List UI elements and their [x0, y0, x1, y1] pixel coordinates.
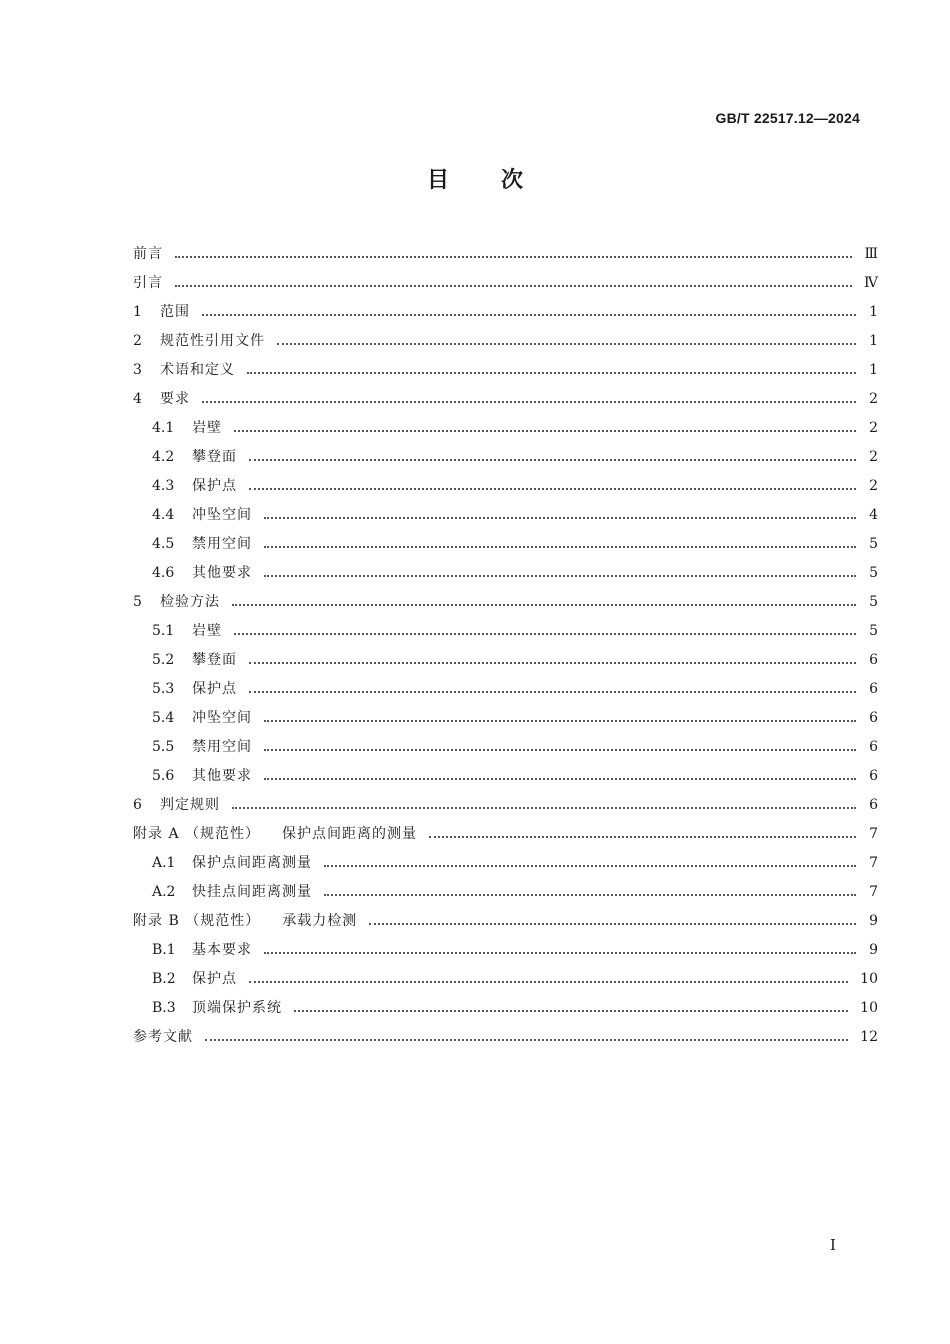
- toc-entry-page: 2: [869, 478, 878, 494]
- dot-leader: [264, 777, 856, 780]
- dot-leader: [232, 603, 856, 606]
- toc-entry-label: 保护点间距离的测量: [282, 826, 418, 842]
- toc-entry-label: 规范性引用文件: [160, 333, 265, 349]
- toc-entry-page: 7: [869, 884, 878, 900]
- toc-entry-page: Ⅳ: [864, 275, 878, 291]
- toc-entry-label: 岩壁: [192, 623, 222, 639]
- toc-entry-label: 引言: [133, 275, 163, 291]
- toc-entry[interactable]: [133, 385, 878, 414]
- toc-entry-page: 6: [869, 681, 878, 697]
- toc-entry[interactable]: [133, 907, 878, 936]
- toc-entry-number: B.3: [152, 1000, 176, 1016]
- toc-entry[interactable]: [133, 762, 878, 791]
- toc-entry-label: 范围: [160, 304, 190, 320]
- toc-entry-annex-prefix: 附录 B （规范性）: [133, 913, 261, 929]
- toc-entry-page: 12: [860, 1029, 878, 1045]
- toc-entry-page: 9: [869, 942, 878, 958]
- toc-entry-label: 承载力检测: [282, 913, 358, 929]
- dot-leader: [324, 864, 856, 867]
- toc-entry-page: 6: [869, 652, 878, 668]
- toc-entry[interactable]: [133, 414, 878, 443]
- toc-entry[interactable]: [133, 588, 878, 617]
- toc-entry-page: 7: [869, 855, 878, 871]
- toc-entry[interactable]: [133, 965, 878, 994]
- toc-entry[interactable]: [133, 356, 878, 385]
- dot-leader: [294, 1009, 848, 1012]
- toc-entry-number: A.1: [152, 855, 176, 871]
- dot-leader: [249, 487, 856, 490]
- toc-entry-label: 检验方法: [160, 594, 220, 610]
- toc-entry-page: 6: [869, 739, 878, 755]
- toc-entry-number: 4: [133, 391, 142, 407]
- toc-entry-number: 3: [133, 362, 142, 378]
- toc-entry[interactable]: [133, 994, 878, 1023]
- toc-entry[interactable]: [133, 559, 878, 588]
- toc-entry[interactable]: [133, 501, 878, 530]
- toc-entry[interactable]: [133, 617, 878, 646]
- toc-entry-label: 禁用空间: [192, 739, 252, 755]
- toc-entry-page: 10: [860, 971, 878, 987]
- toc-entry-page: 2: [869, 391, 878, 407]
- toc-entry[interactable]: [133, 820, 878, 849]
- toc-entry-number: 4.1: [152, 420, 175, 436]
- toc-entry-page: 5: [869, 536, 878, 552]
- dot-leader: [205, 1038, 848, 1041]
- toc-entry-label: 攀登面: [192, 652, 237, 668]
- toc-entry-page: 1: [869, 304, 878, 320]
- dot-leader: [234, 632, 856, 635]
- toc-entry-page: 1: [869, 333, 878, 349]
- dot-leader: [232, 806, 856, 809]
- toc-entry-page: Ⅲ: [864, 246, 878, 262]
- toc-entry-number: 2: [133, 333, 142, 349]
- toc-entry[interactable]: [133, 849, 878, 878]
- toc-entry-number: 5.3: [152, 681, 175, 697]
- standard-code: GB/T 22517.12—2024: [715, 110, 860, 126]
- toc-entry-label: 冲坠空间: [192, 507, 252, 523]
- toc-entry-number: 6: [133, 797, 142, 813]
- dot-leader: [264, 545, 856, 548]
- dot-leader: [277, 342, 856, 345]
- toc-entry[interactable]: [133, 327, 878, 356]
- toc-entry-page: 7: [869, 826, 878, 842]
- dot-leader: [175, 255, 852, 258]
- toc-entry[interactable]: [133, 704, 878, 733]
- toc-entry-label: 其他要求: [192, 565, 252, 581]
- toc-entry[interactable]: [133, 1023, 878, 1052]
- dot-leader: [324, 893, 856, 896]
- dot-leader: [249, 458, 856, 461]
- toc-entry[interactable]: [133, 269, 878, 298]
- toc-entry-label: 术语和定义: [160, 362, 235, 378]
- toc-entry-number: B.1: [152, 942, 176, 958]
- toc-entry[interactable]: [133, 791, 878, 820]
- toc-entry-number: 5.2: [152, 652, 175, 668]
- toc-entry[interactable]: [133, 733, 878, 762]
- toc-entry-page: 4: [869, 507, 878, 523]
- toc-entry-page: 6: [869, 768, 878, 784]
- toc-entry-label: 岩壁: [192, 420, 222, 436]
- toc-entry-label: 保护点间距离测量: [192, 855, 312, 871]
- toc-entry[interactable]: [133, 675, 878, 704]
- dot-leader: [249, 690, 856, 693]
- toc-entry-label: 参考文献: [133, 1029, 193, 1045]
- toc-entry-page: 10: [860, 1000, 878, 1016]
- toc-entry-number: 1: [133, 304, 142, 320]
- toc-entry-label: 保护点: [192, 478, 237, 494]
- toc-entry-number: A.2: [152, 884, 176, 900]
- toc-entry-label: 其他要求: [192, 768, 252, 784]
- toc-entry-number: B.2: [152, 971, 176, 987]
- toc-entry-number: 4.3: [152, 478, 175, 494]
- dot-leader: [249, 980, 848, 983]
- toc-entry-page: 9: [869, 913, 878, 929]
- dot-leader: [264, 951, 856, 954]
- toc-entry-page: 6: [869, 797, 878, 813]
- toc-entry-label: 前言: [133, 246, 163, 262]
- toc-title-char: 目: [426, 168, 449, 193]
- toc-entry-label: 保护点: [192, 681, 237, 697]
- toc-entry-page: 2: [869, 420, 878, 436]
- toc-entry-page: 5: [869, 623, 878, 639]
- dot-leader: [264, 574, 856, 577]
- toc-entry-page: 5: [869, 594, 878, 610]
- toc-entry-label: 判定规则: [160, 797, 220, 813]
- toc-entry[interactable]: [133, 530, 878, 559]
- toc-entry[interactable]: [133, 240, 878, 269]
- dot-leader: [264, 719, 856, 722]
- toc-entry-label: 顶端保护系统: [192, 1000, 282, 1016]
- toc-entry-label: 禁用空间: [192, 536, 252, 552]
- toc-entry-page: 1: [869, 362, 878, 378]
- dot-leader: [202, 400, 856, 403]
- toc-entry-number: 4.2: [152, 449, 175, 465]
- dot-leader: [175, 284, 852, 287]
- toc-entry-page: 2: [869, 449, 878, 465]
- toc-title-char: 次: [501, 168, 524, 193]
- toc-entry[interactable]: [133, 646, 878, 675]
- dot-leader: [202, 313, 856, 316]
- table-of-contents: [133, 240, 878, 1052]
- toc-entry-annex-prefix: 附录 A （规范性）: [133, 826, 261, 842]
- page-number: I: [830, 1236, 836, 1254]
- toc-entry-page: 5: [869, 565, 878, 581]
- toc-entry-label: 保护点: [192, 971, 237, 987]
- toc-title: [0, 163, 950, 194]
- toc-entry-number: 4.4: [152, 507, 175, 523]
- dot-leader: [234, 429, 856, 432]
- toc-entry-number: 5: [133, 594, 142, 610]
- dot-leader: [249, 661, 856, 664]
- toc-entry-number: 5.1: [152, 623, 175, 639]
- toc-entry-label: 冲坠空间: [192, 710, 252, 726]
- dot-leader: [264, 748, 856, 751]
- toc-entry-label: 快挂点间距离测量: [192, 884, 312, 900]
- toc-entry-number: 4.5: [152, 536, 175, 552]
- toc-entry-label: 攀登面: [192, 449, 237, 465]
- dot-leader: [369, 922, 856, 925]
- toc-entry[interactable]: [133, 443, 878, 472]
- dot-leader: [429, 835, 856, 838]
- toc-entry-page: 6: [869, 710, 878, 726]
- toc-entry-label: 基本要求: [192, 942, 252, 958]
- toc-entry-number: 5.6: [152, 768, 175, 784]
- dot-leader: [247, 371, 856, 374]
- toc-entry-label: 要求: [160, 391, 190, 407]
- toc-entry[interactable]: [133, 878, 878, 907]
- toc-entry-number: 5.5: [152, 739, 175, 755]
- toc-entry[interactable]: [133, 936, 878, 965]
- dot-leader: [264, 516, 856, 519]
- toc-entry-number: 5.4: [152, 710, 175, 726]
- toc-entry[interactable]: [133, 472, 878, 501]
- toc-entry[interactable]: [133, 298, 878, 327]
- toc-entry-number: 4.6: [152, 565, 175, 581]
